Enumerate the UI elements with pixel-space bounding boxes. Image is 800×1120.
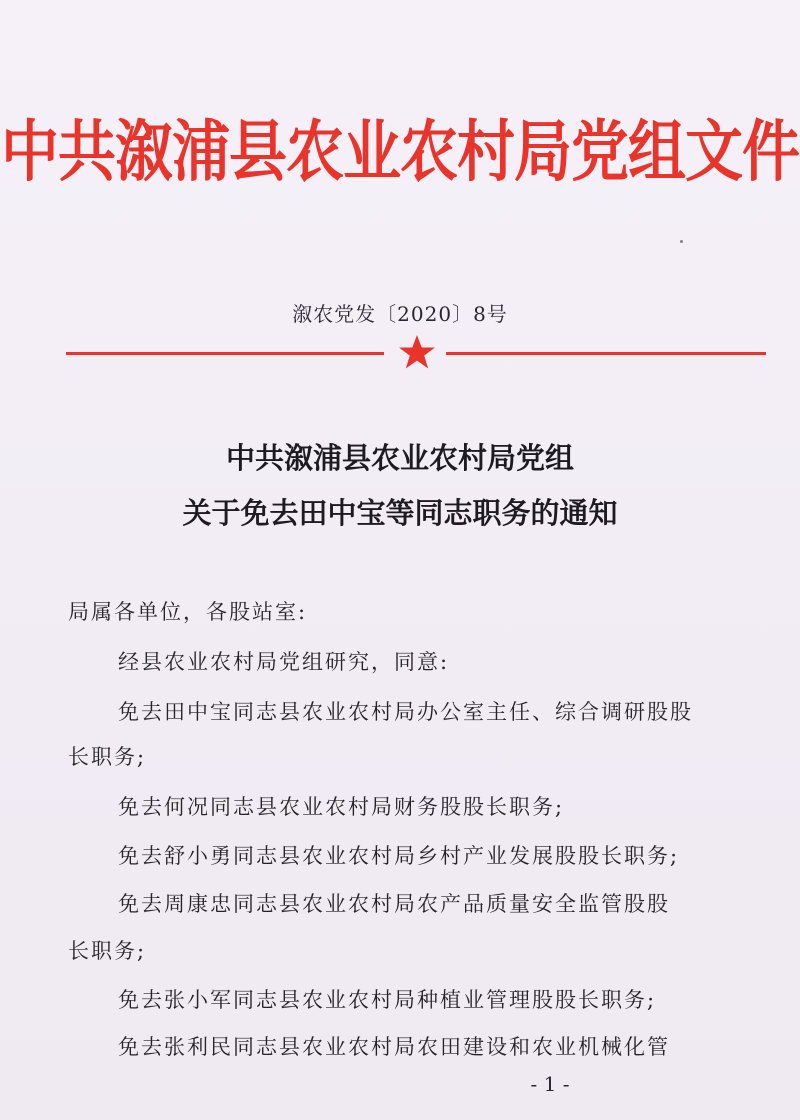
body-line: 免去张利民同志县农业农村局农田建设和农业机械化管	[118, 1035, 670, 1059]
star-icon	[397, 333, 437, 373]
red-divider-right	[446, 352, 766, 355]
red-divider-left	[66, 352, 384, 355]
notice-title-line2: 关于免去田中宝等同志职务的通知	[182, 496, 618, 530]
body-line: 长职务;	[68, 745, 147, 769]
body-line: 免去何况同志县农业农村局财务股股长职务;	[118, 795, 565, 819]
document-header-title: 中共溆浦县农业农村局党组文件	[0, 112, 799, 191]
body-line: 免去周康忠同志县农业农村局农产品质量安全监管股股	[118, 892, 670, 916]
scan-speck	[680, 240, 683, 243]
intro-paragraph: 经县农业农村局党组研究，同意:	[118, 650, 450, 674]
body-line: 免去舒小勇同志县农业农村局乡村产业发展股股长职务;	[118, 844, 680, 868]
notice-title-line1: 中共溆浦县农业农村局党组	[225, 441, 574, 475]
body-line: 长职务;	[68, 939, 147, 963]
salutation: 局属各单位，各股站室:	[68, 600, 308, 624]
body-line: 免去田中宝同志县农业农村局办公室主任、综合调研股股	[118, 700, 693, 724]
document-number: 溆农党发〔2020〕8号	[292, 302, 508, 326]
page-number: - 1 -	[530, 1072, 570, 1096]
body-line: 免去张小军同志县农业农村局种植业管理股股长职务;	[118, 988, 657, 1012]
